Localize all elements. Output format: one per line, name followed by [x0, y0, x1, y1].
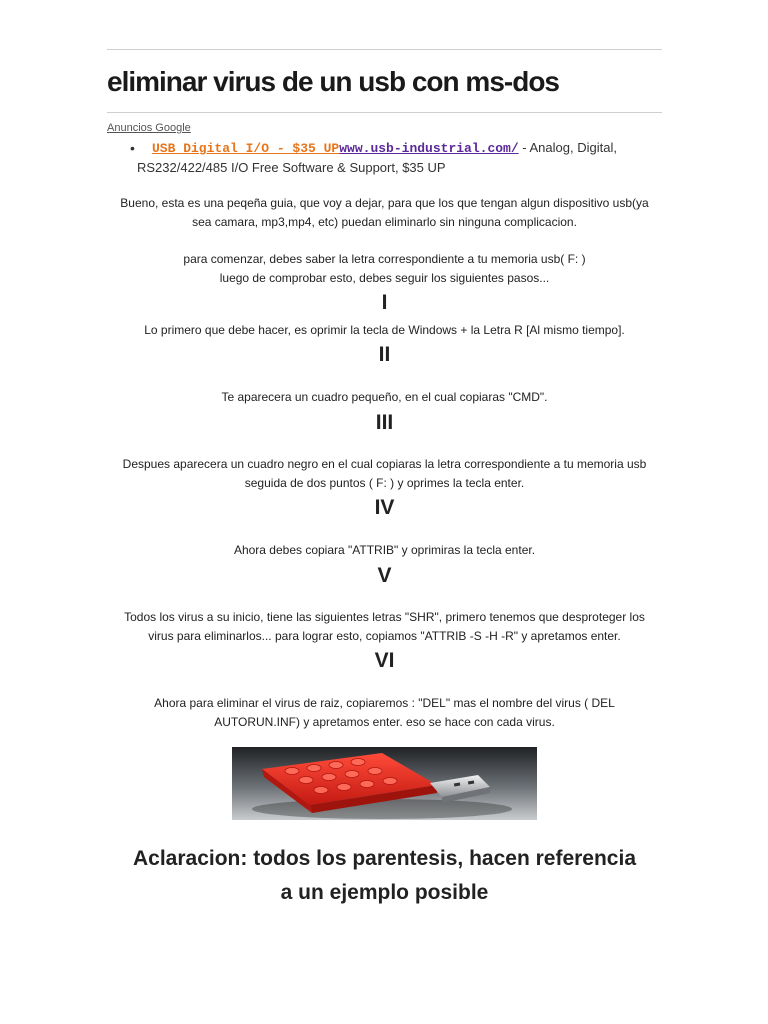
step-5-text — [107, 608, 662, 646]
page-title: eliminar virus de un usb con ms-dos — [107, 66, 559, 97]
google-ads-heading-link[interactable]: Anuncios Google — [107, 122, 191, 134]
step-6-line-2: AUTORUN.INF) y apretamos enter. eso se hace con cada virus. — [214, 715, 555, 729]
step-6-text — [107, 694, 662, 732]
step-2-line-1: Te aparecera un cuadro pequeño, en el cual copiaras "CMD". — [221, 390, 548, 404]
step-4-numeral: IV — [374, 496, 395, 519]
intro-line-1: Bueno, esta es una peqeña guia, que voy a dejar, para que los que tengan algun dispositivo usb(ya — [120, 196, 649, 210]
red-brick-usb-drive-photo — [232, 747, 537, 820]
step-6-line-1: Ahora para eliminar el virus de raiz, copiaremos : "DEL" mas el nombre del virus ( DEL — [154, 696, 615, 710]
step-1-text — [107, 321, 662, 340]
step-1-line-1: Lo primero que debe hacer, es oprimir la tecla de Windows + la Letra R [Al mismo tiempo]. — [144, 323, 625, 337]
step-4-text — [107, 541, 662, 560]
ad-description-1: - Analog, Digital, — [518, 140, 617, 155]
conclusion-line-2: a un ejemplo posible — [280, 881, 489, 904]
step-5-line-1: Todos los virus a su inicio, tiene las siguientes letras "SHR", primero tenemos que desproteger los — [124, 610, 645, 624]
ad-title-link[interactable]: USB Digital I/O - $35 UP — [152, 141, 340, 156]
ad-url-link[interactable]: www.usb-industrial.com/ — [339, 141, 519, 156]
conclusion-line-1: Aclaracion: todos los parentesis, hacen referencia — [132, 847, 636, 870]
step-3-text — [107, 455, 662, 493]
start-line-1: para comenzar, debes saber la letra correspondiente a tu memoria usb( F: ) — [183, 252, 586, 266]
title-divider — [107, 112, 662, 113]
step-3-line-2: seguida de dos puntos ( F: ) y oprimes la tecla enter. — [244, 476, 525, 490]
step-4-line-1: Ahora debes copiara "ATTRIB" y oprimiras la tecla enter. — [233, 543, 536, 557]
step-2-numeral: II — [378, 343, 391, 366]
intro-paragraph — [107, 194, 662, 232]
step-1-numeral: I — [381, 291, 388, 314]
usb-drive-illustration — [232, 747, 537, 820]
start-line-2: luego de comprobar esto, debes seguir los siguientes pasos... — [219, 271, 550, 285]
step-5-numeral: V — [377, 564, 392, 587]
bullet-icon: • — [130, 140, 135, 156]
ad-item — [130, 138, 652, 175]
ad-description-2: RS232/422/485 I/O Free Software & Support, $35 UP — [137, 160, 446, 175]
start-paragraph — [107, 250, 662, 288]
step-2-text — [107, 388, 662, 407]
intro-line-2: sea camara, mp3,mp4, etc) puedan eliminarlo sin ninguna complicacion. — [192, 215, 577, 229]
conclusion-heading — [107, 842, 662, 910]
step-3-line-1: Despues aparecera un cuadro negro en el cual copiaras la letra correspondiente a tu memoria usb — [122, 457, 647, 471]
step-6-numeral: VI — [374, 649, 395, 672]
top-divider — [107, 49, 662, 50]
step-5-line-2: virus para eliminarlos... para lograr esto, copiamos "ATTRIB -S -H -R" y apretamos enter. — [148, 629, 621, 643]
step-3-numeral: III — [375, 411, 394, 434]
